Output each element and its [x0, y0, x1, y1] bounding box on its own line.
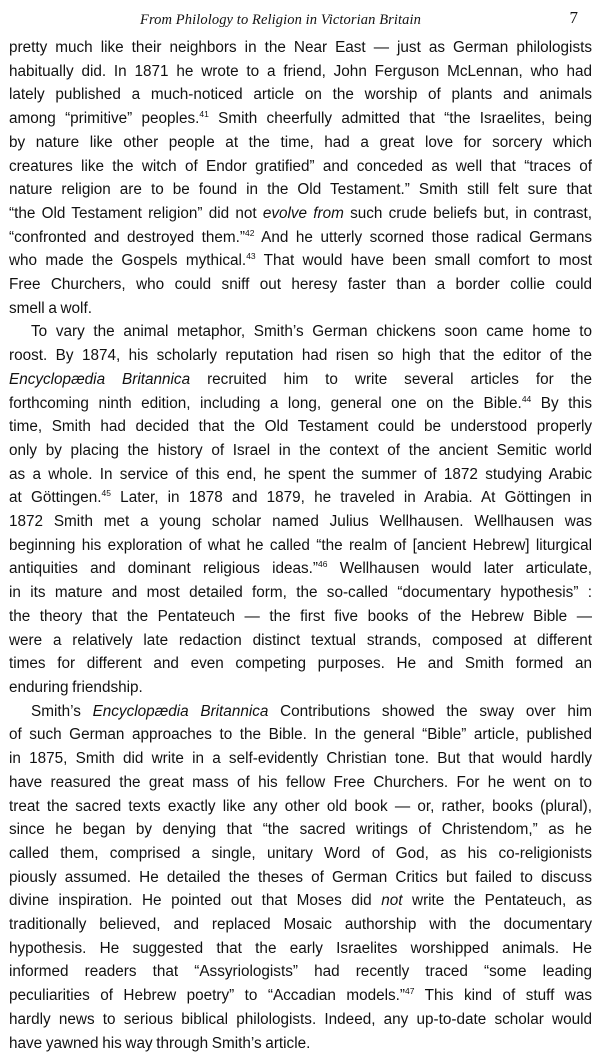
text-line	[9, 463, 592, 487]
text-line	[9, 652, 592, 676]
text-line	[9, 676, 592, 700]
text-line	[9, 1032, 592, 1055]
text-run: nature religion are to be found in the Old Testament.” Smith still felt sure that	[9, 181, 592, 199]
text-run: enduring friendship.	[9, 678, 143, 696]
text-line	[9, 415, 592, 439]
footnote-ref: 46	[318, 559, 328, 570]
text-line	[9, 534, 592, 558]
text-run: by nature like other people at the time, had a great love for sorcery which	[9, 133, 592, 151]
text-line	[9, 83, 592, 107]
text-run: Smith’s	[31, 702, 93, 720]
text-line	[9, 107, 592, 131]
text-run: such crude beliefs but, in contrast,	[343, 204, 592, 222]
text-run: By this	[531, 394, 592, 412]
text-line	[9, 866, 592, 890]
text-line	[9, 795, 592, 819]
text-run: Contributions showed the sway over him	[268, 702, 592, 720]
text-run: as a whole. In service of this end, he spent the summer of 1872 studying Arabic	[9, 465, 592, 483]
body-text	[9, 36, 592, 1055]
text-run: peculiarities of Hebrew poetry” to “Accadian models.”	[9, 987, 405, 1005]
text-run: since he began by denying that “the sacred writings of Christendom,” as he	[9, 821, 592, 839]
text-run: antiquities and dominant religious ideas.”	[9, 560, 319, 578]
text-line	[9, 605, 592, 629]
text-line	[9, 297, 592, 321]
text-run: in 1875, Smith did write in a self-evidently Christian tone. But that would hardly	[9, 750, 592, 768]
text-line	[9, 60, 592, 84]
text-run: called them, comprised a single, unitary Word of God, as his co-religionists	[9, 844, 592, 862]
text-line	[9, 249, 592, 273]
text-line	[9, 747, 592, 771]
text-line	[9, 771, 592, 795]
text-run: Smith cheerfully admitted that “the Israelites, being	[208, 110, 592, 128]
text-run: smell a wolf.	[9, 299, 92, 317]
text-line	[9, 700, 592, 724]
text-run: This kind of stuff was	[414, 987, 592, 1005]
text-line	[9, 842, 592, 866]
text-run: times for different and even competing purposes. He and Smith formed an	[9, 655, 592, 673]
text-run: That would have been small comfort to most	[255, 252, 592, 270]
text-line	[9, 178, 592, 202]
text-run: Later, in 1878 and 1879, he traveled in Arabia. At Göttingen in	[111, 489, 592, 507]
text-run: habitually did. In 1871 he wrote to a friend, John Ferguson McLennan, who had	[9, 62, 592, 80]
text-run: piously assumed. He detailed the theses of German Critics but failed to discuss	[9, 868, 592, 886]
page-header	[9, 6, 592, 36]
text-run: who made the Gospels mythical.	[9, 252, 247, 270]
text-line	[9, 392, 592, 416]
text-run: traditionally believed, and replaced Mosaic authorship with the documentary	[9, 916, 592, 934]
text-run: divine inspiration. He pointed out that Moses did	[9, 892, 382, 910]
text-line	[9, 629, 592, 653]
italic-text: Encyclopædia Britannica	[92, 702, 269, 720]
text-run: hypothesis. He suggested that the early Israelites worshipped animals. He	[9, 939, 592, 957]
text-line	[9, 960, 592, 984]
text-run: beginning his exploration of what he called “the realm of [ancient Hebrew] liturgical	[9, 536, 592, 554]
italic-text: Encyclopædia Britannica	[9, 370, 191, 388]
footnote-ref: 43	[246, 251, 256, 262]
text-run: creatures like the witch of Endor gratified” and conceded as well that “traces of	[9, 157, 592, 175]
text-run: have reasured the great mass of his fellow Free Churchers. For he went on to	[9, 773, 592, 791]
text-line	[9, 937, 592, 961]
text-run: forthcoming ninth edition, including a long, general one on the Bible.	[9, 394, 522, 412]
paragraph	[9, 320, 592, 699]
text-run: 1872 Smith met a young scholar named Julius Wellhausen. Wellhausen was	[9, 513, 592, 531]
text-line	[9, 344, 592, 368]
text-line	[9, 510, 592, 534]
text-run: To vary the animal metaphor, Smith’s German chickens soon came home to	[31, 323, 592, 341]
italic-text: not	[381, 892, 403, 910]
text-run: Wellhausen would later articulate,	[327, 560, 592, 578]
text-run: the theory that the Pentateuch — the first five books of the Hebrew Bible —	[9, 607, 592, 625]
text-line	[9, 131, 592, 155]
text-line	[9, 889, 592, 913]
text-run: “confronted and destroyed them.”	[9, 228, 246, 246]
footnote-ref: 45	[101, 488, 111, 499]
running-head: From Philology to Religion in Victorian Britain	[140, 12, 421, 28]
text-line	[9, 226, 592, 250]
text-line	[9, 368, 592, 392]
text-line	[9, 818, 592, 842]
text-run: time, Smith had decided that the Old Testament could be understood properly	[9, 418, 592, 436]
page-number: 7	[569, 8, 578, 27]
paragraph	[9, 36, 592, 320]
text-run: write the Pentateuch, as	[402, 892, 592, 910]
text-line	[9, 202, 592, 226]
text-line	[9, 273, 592, 297]
text-run: among “primitive” peoples.	[9, 110, 200, 128]
text-line	[9, 36, 592, 60]
text-run: And he utterly scorned those radical Germans	[254, 228, 592, 246]
text-line	[9, 439, 592, 463]
text-run: only by placing the history of Israel in the context of the ancient Semitic world	[9, 441, 592, 459]
text-run: lately published a much-noticed article on the worship of plants and animals	[9, 86, 592, 104]
text-line	[9, 1008, 592, 1032]
text-line	[9, 486, 592, 510]
text-run: recruited him to write several articles for the	[190, 370, 592, 388]
text-run: in its mature and most detailed form, the so-called “documentary hypothesis” :	[9, 584, 592, 602]
text-run: hardly news to serious biblical philologists. Indeed, any up-to-date scholar would	[9, 1010, 592, 1028]
text-run: treat the sacred texts exactly like any other old book — or, rather, books (plural),	[9, 797, 592, 815]
footnote-ref: 47	[405, 986, 415, 997]
text-run: have yawned his way through Smith’s article.	[9, 1034, 311, 1052]
footnote-ref: 44	[521, 393, 532, 404]
text-line	[9, 155, 592, 179]
text-run: of such German approaches to the Bible. In the general “Bible” article, published	[9, 726, 592, 744]
text-line	[9, 557, 592, 581]
footnote-ref: 41	[199, 109, 209, 120]
text-line	[9, 581, 592, 605]
text-line	[9, 913, 592, 937]
text-run: were a relatively late redaction distinct textual strands, composed at different	[9, 631, 592, 649]
text-line	[9, 320, 592, 344]
text-run: pretty much like their neighbors in the Near East — just as German philologists	[9, 39, 592, 56]
text-line	[9, 723, 592, 747]
text-run: roost. By 1874, his scholarly reputation had risen so high that the editor of the	[9, 347, 592, 365]
text-run: Free Churchers, who could sniff out heresy faster than a border collie could	[9, 276, 592, 294]
footnote-ref: 42	[245, 227, 255, 238]
paragraph	[9, 700, 592, 1055]
text-run: “the Old Testament religion” did not	[9, 204, 263, 222]
text-run: at Göttingen.	[9, 489, 102, 507]
italic-text: evolve from	[262, 204, 344, 222]
text-line	[9, 984, 592, 1008]
text-run: informed readers that “Assyriologists” had recently traced “some leading	[9, 963, 592, 981]
